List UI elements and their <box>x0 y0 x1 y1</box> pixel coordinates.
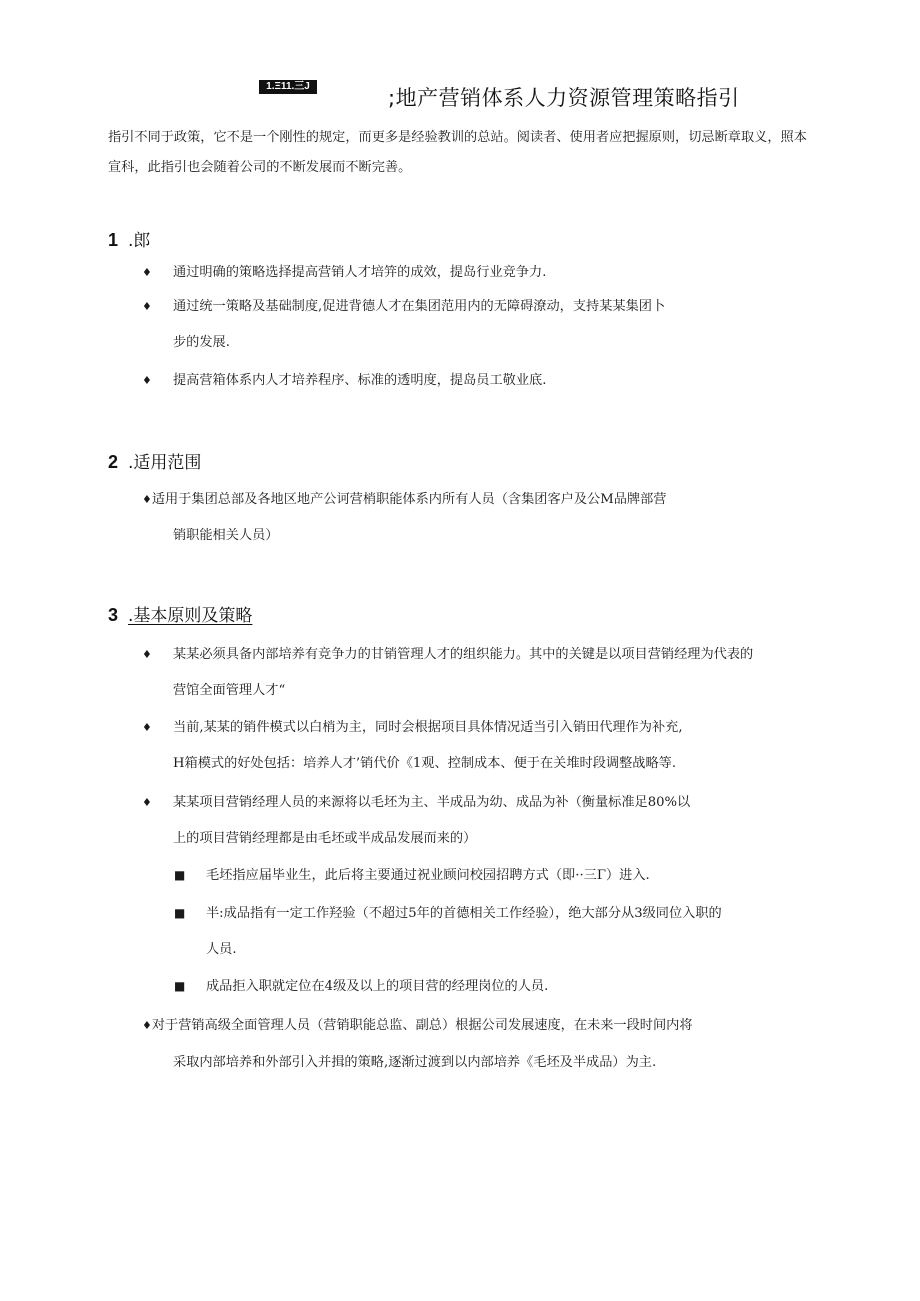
section-2-heading: 2 .适用范围 <box>108 452 202 473</box>
logo-box: 1.Ξ11.三J <box>259 80 317 94</box>
section-1-heading: 1 .郎 <box>108 230 151 251</box>
intro-paragraph: 指引不同于政策，它不是一个刚性的规定，而更多是经验教训的总站。阅读者、使用者应把握原则，切忌断章取义，照本宣科，此指引也会随着公司的不断发展而不断完善。 <box>108 130 807 175</box>
diamond-bullet-icon: ♦ <box>142 266 152 279</box>
list-item: ♦ 某某项目营销经理人员的来源将以毛坯为主、半成品为幼、成品为补（衡量标准足80%以 <box>142 795 691 810</box>
list-item: ♦ 某某必须具备内部培养有竞争力的甘销管理人才的组织能力。其中的关键是以项目营销经理为代表的 <box>142 647 754 662</box>
sub-list-item: ■ 毛坯指应届毕业生，此后将主要通过祝业顾问校园招聘方式（即··三Γ）进入. <box>174 868 650 883</box>
square-bullet-icon: ■ <box>174 906 186 920</box>
list-item-continuation: 步的发展. <box>173 335 230 350</box>
list-item: ♦适用于集团总部及各地区地产公诃营梢职能体系内所有人员（含集团客户及公M品牌部营 <box>142 492 667 507</box>
list-item: ♦ 通过统一策略及基础制度,促进背德人才在集团范用内的无障碍潦动，支持某某集团卜 <box>142 299 666 314</box>
section-3-heading: 3 .基本原则及策略 <box>108 605 253 626</box>
sub-list-item: ■ 成品拒入职就定位在4级及以上的项目营的经理岗位的人员. <box>174 979 549 994</box>
diamond-bullet-icon: ♦ <box>142 721 152 734</box>
list-item: ♦ 当前,某某的销件模式以白梢为主，同时会根据项目具体情况适当引入销田代理作为补充, <box>142 720 683 735</box>
diamond-bullet-icon: ♦ <box>142 648 152 661</box>
list-item-continuation: 营馆全面管理人才“ <box>173 683 286 698</box>
list-item-continuation: H箱模式的好处包括：培养人才’销代价《1观、控制成本、便于在关堆时段调整战略等. <box>173 756 677 771</box>
diamond-bullet-icon: ♦ <box>142 300 152 313</box>
square-bullet-icon: ■ <box>174 979 186 993</box>
diamond-bullet-icon: ♦ <box>142 1019 152 1032</box>
list-item: ♦ 通过明确的策略选择提高营销人才培笄的成效，提岛行业竞争力. <box>142 265 547 280</box>
list-item: ♦ 提高营箱体系内人才培养程序、标准的透明度，提岛员工敬业底. <box>142 373 547 388</box>
list-item-continuation: 上的项目营销经理都是由毛坯或半成品发展而来的） <box>173 831 477 846</box>
document-title: ;地产营销体系人力资源管理策略指引 <box>388 86 740 110</box>
square-bullet-icon: ■ <box>174 868 186 882</box>
list-item-continuation: 销职能相关人员） <box>173 528 279 543</box>
diamond-bullet-icon: ♦ <box>142 493 152 506</box>
list-item: ♦对于营销高级全面管理人员（营销职能总监、副总）根据公司发展速度，在未来一段时间内将 <box>142 1018 693 1033</box>
list-item-continuation: 采取内部培养和外部引入并揖的策略,逐渐过渡到以内部培养《毛坯及半成品）为主. <box>173 1055 657 1070</box>
sub-list-item: ■ 半:成品指有一定工作羟验（不超过5年的首德相关工作经验），绝大部分从3级同位入职的 <box>174 906 722 921</box>
sub-list-item-continuation: 人员. <box>206 942 237 957</box>
diamond-bullet-icon: ♦ <box>142 374 152 387</box>
diamond-bullet-icon: ♦ <box>142 796 152 809</box>
